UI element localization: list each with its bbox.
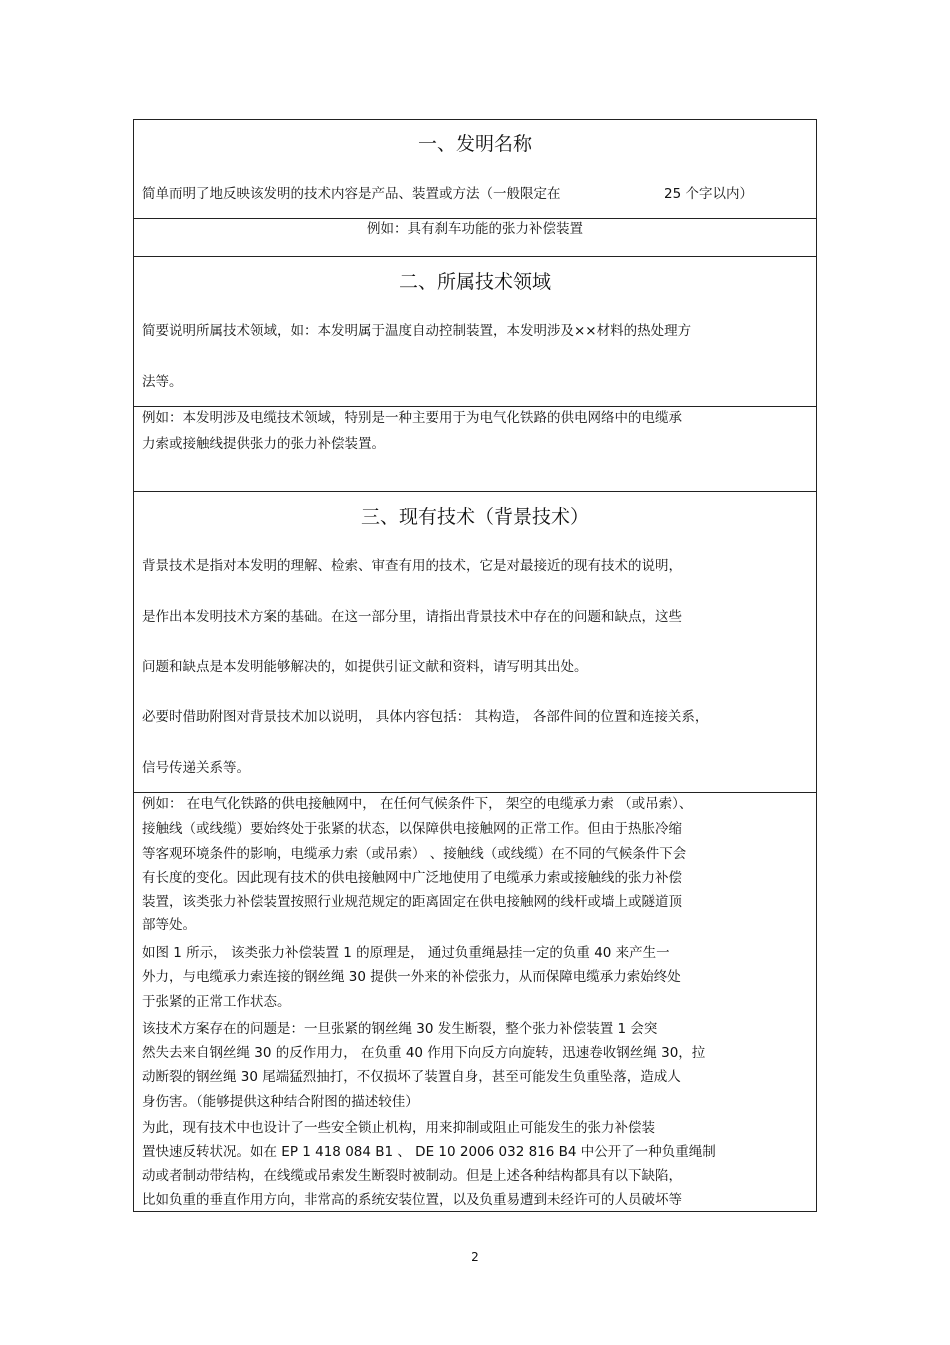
- divider: [134, 218, 816, 219]
- section3-example-line: 如图 1 所示， 该类张力补偿装置 1 的原理是， 通过负重绳悬挂一定的负重 40 来产生一: [142, 945, 670, 961]
- section2-heading: 二、所属技术领域: [398, 271, 551, 293]
- section3-instruction-line: 问题和缺点是本发明能够解决的，如提供引证文献和资料，请写明其出处。: [142, 659, 588, 675]
- section3-heading: 三、现有技术（背景技术）: [360, 506, 589, 528]
- section3-example-line: 有长度的变化。因此现有技术的供电接触网中广泛地使用了电缆承力索或接触线的张力补偿: [142, 870, 682, 886]
- section3-example-line: 于张紧的正常工作状态。: [142, 994, 291, 1010]
- section2-example-line: 例如：本发明涉及电缆技术领域，特别是一种主要用于为电气化铁路的供电网络中的电缆承: [142, 410, 682, 426]
- section3-example-line: 该技术方案存在的问题是：一旦张紧的钢丝绳 30 发生断裂，整个张力补偿装置 1 会突: [142, 1021, 658, 1037]
- section3-example-line: 为此，现有技术中也设计了一些安全锁止机构，用来抑制或阻止可能发生的张力补偿装: [142, 1120, 655, 1136]
- divider: [134, 406, 816, 407]
- section2-instruction-line: 简要说明所属技术领域，如：本发明属于温度自动控制装置，本发明涉及××材料的热处理方: [142, 323, 692, 339]
- section3-example-line: 置快速反转状况。如在 EP 1 418 084 B1 、 DE 10 2006 032 816 B4 中公开了一种负重绳制: [142, 1144, 716, 1160]
- section3-instruction-line: 是作出本发明技术方案的基础。在这一部分里，请指出背景技术中存在的问题和缺点，这些: [142, 609, 682, 625]
- patent-form-table: [133, 119, 817, 1212]
- section3-example-line: 装置，该类张力补偿装置按照行业规范规定的距离固定在供电接触网的线杆或墙上或隧道顶: [142, 894, 682, 910]
- section3-instruction-line: 背景技术是指对本发明的理解、检索、审查有用的技术，它是对最接近的现有技术的说明，: [142, 558, 682, 574]
- divider: [134, 491, 816, 492]
- section3-example-line: 等客观环境条件的影响，电缆承力索（或吊索） 、接触线（或线缆）在不同的气候条件下会: [142, 846, 687, 862]
- section3-example-line: 身伤害。（能够提供这种结合附图的描述较佳）: [142, 1094, 419, 1110]
- section1-instruction-limit: 25 个字以内）: [664, 186, 753, 202]
- section3-example-line: 动断裂的钢丝绳 30 尾端猛烈抽打，不仅损坏了装置自身，甚至可能发生负重坠落，造成人: [142, 1069, 681, 1085]
- divider: [134, 256, 816, 257]
- section3-example-line: 动或者制动带结构，在线缆或吊索发生断裂时被制动。但是上述各种结构都具有以下缺陷，: [142, 1168, 682, 1184]
- section2-instruction-line: 法等。: [142, 374, 183, 390]
- section1-instruction: 简单而明了地反映该发明的技术内容是产品、装置或方法（一般限定在: [142, 186, 561, 202]
- divider: [134, 792, 816, 793]
- section3-example-line: 部等处。: [142, 917, 196, 933]
- section3-example-line: 例如： 在电气化铁路的供电接触网中， 在任何气候条件下， 架空的电缆承力索 （或吊索）、: [142, 796, 693, 812]
- section1-example: 例如：具有刹车功能的张力补偿装置: [367, 221, 583, 237]
- page-number: 2: [471, 1250, 479, 1264]
- section3-example-line: 比如负重的垂直作用方向，非常高的系统安装位置，以及负重易遭到未经许可的人员破坏等: [142, 1192, 682, 1208]
- section3-example-line: 接触线（或线缆）要始终处于张紧的状态，以保障供电接触网的正常工作。但由于热胀冷缩: [142, 821, 682, 837]
- section3-instruction-line: 必要时借助附图对背景技术加以说明， 具体内容包括： 其构造， 各部件间的位置和连接关系，: [142, 709, 709, 725]
- section1-heading: 一、发明名称: [417, 133, 532, 155]
- section3-instruction-line: 信号传递关系等。: [142, 760, 250, 776]
- section3-example-line: 外力，与电缆承力索连接的钢丝绳 30 提供一外来的补偿张力，从而保障电缆承力索始终处: [142, 969, 681, 985]
- section3-example-line: 然失去来自钢丝绳 30 的反作用力， 在负重 40 作用下向反方向旋转，迅速卷收钢丝绳 30，拉: [142, 1045, 706, 1061]
- section2-example-line: 力索或接触线提供张力的张力补偿装置。: [142, 436, 385, 452]
